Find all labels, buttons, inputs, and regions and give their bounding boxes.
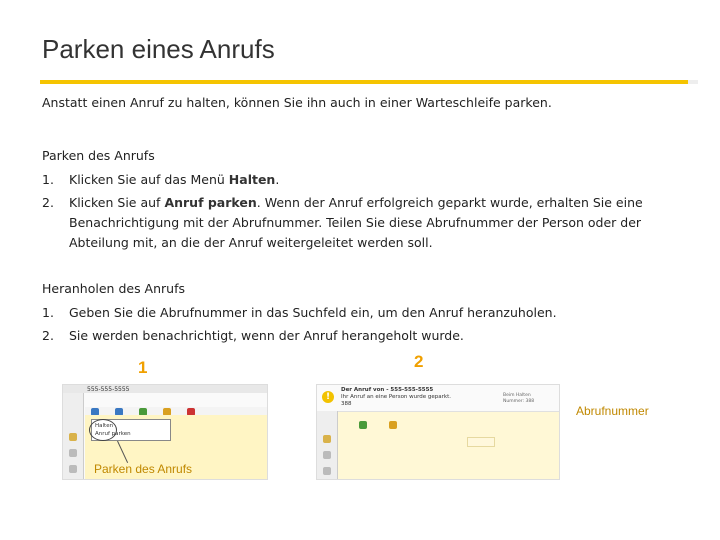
- phone-icon[interactable]: [359, 421, 367, 429]
- step-text: Sie werden benachrichtigt, wenn der Anruf herangeholt wurde.: [69, 328, 464, 343]
- step-text: Geben Sie die Abrufnummer in das Suchfeld ein, um den Anruf heranzuholen.: [69, 305, 557, 320]
- add-contact-icon[interactable]: [389, 421, 397, 429]
- intro-text: Anstatt einen Anruf zu halten, können Sie ihn auch in einer Warteschleife parken.: [42, 95, 552, 110]
- notification-banner: [317, 385, 559, 412]
- call-log-icon: [69, 465, 77, 473]
- title-underline-end: [688, 80, 698, 84]
- phone-number: 555-555-5555: [87, 386, 130, 393]
- step-number: 1.: [42, 172, 54, 187]
- step-text: Klicken Sie auf Anruf parken. Wenn der Anruf erfolgreich geparkt wurde, erhalten Sie eine Benachrichtigung mit der Abrufnummer. Teilen Sie diese Abrufnummer der Person oder der Abteilung mit, an die der Anruf weitergeleitet werden soll.: [69, 195, 643, 250]
- step-number: 2.: [42, 195, 54, 210]
- callout-1: 1: [138, 358, 148, 377]
- park-step-2: [42, 193, 662, 255]
- notification-meta: Beim Halten Nummer: 388: [503, 393, 535, 404]
- title-underline: [40, 80, 688, 84]
- retrieve-step-1: [42, 303, 662, 323]
- park-step-1: [42, 170, 662, 190]
- label-parken-des-anrufs: Parken des Anrufs: [94, 462, 193, 476]
- contact-icon: [323, 435, 331, 443]
- contact-icon: [69, 433, 77, 441]
- step-number: 1.: [42, 305, 54, 320]
- label-abrufnummer: Abrufnummer: [576, 404, 649, 418]
- section-heading-retrieve: Heranholen des Anrufs: [42, 281, 185, 296]
- chat-icon: [69, 449, 77, 457]
- menu-reference-anruf-parken: Anruf parken: [164, 195, 257, 210]
- step-text: Klicken Sie auf das Menü Halten.: [69, 172, 280, 187]
- page-title: Parken eines Anrufs: [42, 34, 275, 64]
- side-rail: [63, 393, 84, 479]
- menu-item-anruf-parken[interactable]: Anruf parken: [95, 431, 131, 437]
- retrieve-step-2: [42, 326, 662, 346]
- menu-item-halten[interactable]: Halten: [95, 423, 114, 429]
- side-rail: [317, 411, 338, 479]
- call-log-icon: [323, 467, 331, 475]
- callout-2: 2: [414, 352, 424, 371]
- menu-reference-halten: Halten: [228, 172, 276, 187]
- search-field[interactable]: [467, 437, 495, 447]
- warning-icon: !: [322, 391, 334, 403]
- notification-text: Der Anruf von - 555-555-5555 Ihr Anruf an eine Person wurde geparkt. 388: [341, 387, 452, 407]
- chat-icon: [323, 451, 331, 459]
- highlight-circle: [89, 419, 117, 441]
- section-heading-park: Parken des Anrufs: [42, 148, 155, 163]
- screenshot-park-notification: [316, 384, 560, 480]
- step-number: 2.: [42, 328, 54, 343]
